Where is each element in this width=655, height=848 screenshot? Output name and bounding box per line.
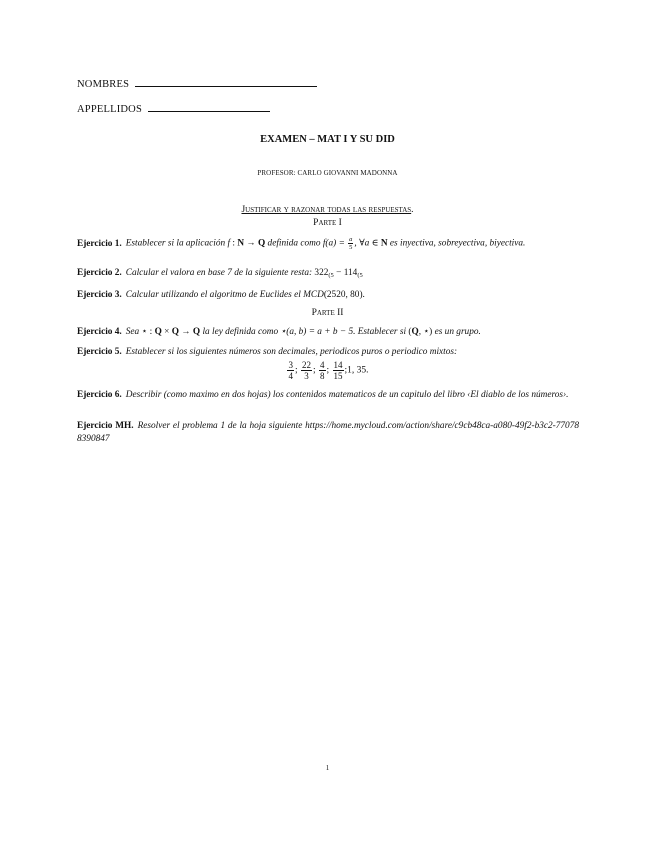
exercise-4-law: ⋆(a, b) = a + b − 5 xyxy=(280,327,354,337)
exercise-mh-label: Ejercicio MH. xyxy=(77,421,134,431)
exercise-1-math-f: f xyxy=(227,238,231,249)
exercise-2-base-1: (5 xyxy=(328,272,334,279)
exercise-1-math-colon: : xyxy=(230,238,238,249)
exercise-4-arrow: → xyxy=(178,327,193,337)
fraction-1 xyxy=(287,360,294,381)
exercise-6-text: Describir (como maximo en dos hojas) los contenidos matematicos de un capitulo del libro ‹El diablo de los números›. xyxy=(125,390,569,400)
exercise-1-set-n: N xyxy=(237,238,245,249)
exercise-4-text-b: la ley definida como xyxy=(200,327,281,337)
exercise-4-label: Ejercicio 4. xyxy=(77,327,122,337)
instructions-period: . xyxy=(411,205,414,215)
exercise-3-math: (2520, 80) xyxy=(323,290,363,300)
fraction-2-den: 3 xyxy=(304,371,309,381)
decimal-value: 1, 35. xyxy=(347,365,369,376)
exercise-1-math-fa: (a) = xyxy=(325,238,348,249)
exercise-2-number-2: 114 xyxy=(343,268,358,278)
fraction-3 xyxy=(319,360,326,381)
part-2-heading: Parte II xyxy=(311,308,344,318)
exercise-5-fractions xyxy=(0,360,655,381)
exercise-5 xyxy=(77,346,579,359)
fraction-sep-2: ; xyxy=(312,365,316,376)
exercise-1-frac-den: 5 xyxy=(349,244,353,251)
apellidos-blank-line xyxy=(148,110,270,112)
fraction-2 xyxy=(301,360,312,381)
exercise-4-text-a: Sea xyxy=(125,327,142,337)
exercise-6-label: Ejercicio 6. xyxy=(77,390,122,400)
fraction-1-num: 3 xyxy=(288,360,293,370)
exercise-mh-text: Resolver el problema 1 de la hoja siguiente https://home.mycloud.com/action/share/c9cb48ca-a080-49f2-b3c2-770788390847 xyxy=(77,421,579,444)
exercise-6 xyxy=(77,389,579,402)
exercise-1-label: Ejercicio 1. xyxy=(77,238,122,249)
exercise-2-text: Calcular el valora en base 7 de la siguiente resta: xyxy=(125,268,315,278)
fraction-2-num: 22 xyxy=(301,360,311,370)
exercise-1-text-a: Establecer si la aplicación xyxy=(125,238,228,249)
nombres-blank-line xyxy=(135,85,317,87)
exercise-1-frac-num: a xyxy=(349,236,353,243)
fraction-1-den: 4 xyxy=(288,371,293,381)
nombres-field xyxy=(77,79,317,90)
fraction-3-num: 4 xyxy=(320,360,325,370)
fraction-4-den: 15 xyxy=(333,371,343,381)
exercise-3-text: Calcular utilizando el algoritmo de Euclides el MCD xyxy=(125,290,324,300)
apellidos-field xyxy=(77,104,270,115)
exercise-2-number-1: 322 xyxy=(314,268,329,278)
exercise-4 xyxy=(77,326,579,339)
exercise-4-paren-close: , ⋆) xyxy=(418,327,433,337)
exercise-1-arrow: → xyxy=(244,238,258,249)
exercise-1-fraction xyxy=(348,236,353,251)
instructions-text: Justificar y razonar todas las respuestas xyxy=(241,205,412,215)
exercise-1-math-forall: , ∀a ∈ xyxy=(354,238,381,249)
exercise-4-star: ⋆ : xyxy=(141,327,155,337)
exercise-1-math-f2: f xyxy=(322,238,326,249)
professor-line: PROFESOR: CARLO GIOVANNI MADONNA xyxy=(257,169,398,177)
exercise-1 xyxy=(77,236,579,251)
exercise-4-set-q1: Q xyxy=(154,327,162,337)
exam-title: EXAMEN – MAT I Y SU DID xyxy=(260,134,395,145)
exercise-4-text-d: es un grupo. xyxy=(432,327,481,337)
nombres-label: NOMBRES xyxy=(77,79,130,90)
page-number: 1 xyxy=(325,764,330,772)
exercise-4-set-q2: Q xyxy=(171,327,179,337)
exercise-4-set-q4: Q xyxy=(411,327,419,337)
part-1-heading: Parte I xyxy=(313,218,342,228)
exercise-3-period: . xyxy=(362,290,365,300)
exercise-4-times: × xyxy=(161,327,172,337)
exercise-mh xyxy=(77,420,579,445)
fraction-4-num: 14 xyxy=(333,360,343,370)
exercise-1-set-n2: N xyxy=(380,238,388,249)
exercise-4-text-c: . Establecer si xyxy=(353,327,409,337)
exercise-1-text-b: definida como xyxy=(265,238,323,249)
exercise-1-set-q: Q xyxy=(257,238,266,249)
fraction-4 xyxy=(333,360,344,381)
exercise-5-text: Establecer si los siguientes números son decimales, periodicos puros o periodico mixtos: xyxy=(125,347,458,357)
exercise-1-text-c: es inyectiva, sobreyectiva, biyectiva. xyxy=(387,238,526,249)
exercise-3 xyxy=(77,289,579,302)
fraction-3-den: 8 xyxy=(320,371,325,381)
instructions-line xyxy=(0,205,655,215)
fraction-sep-3: ; xyxy=(326,365,330,376)
exercise-4-set-q3: Q xyxy=(192,327,201,337)
exercise-2-minus: − xyxy=(333,268,344,278)
exercise-2-label: Ejercicio 2. xyxy=(77,268,122,278)
apellidos-label: APPELLIDOS xyxy=(77,104,143,115)
fraction-sep-4: ; xyxy=(344,365,348,376)
exercise-2 xyxy=(77,267,579,283)
exercise-3-label: Ejercicio 3. xyxy=(77,290,122,300)
fraction-sep-1: ; xyxy=(294,365,298,376)
exercise-2-base-2: (5 xyxy=(357,272,363,279)
exercise-4-paren-open: ( xyxy=(408,327,412,337)
exercise-5-label: Ejercicio 5. xyxy=(77,347,122,357)
